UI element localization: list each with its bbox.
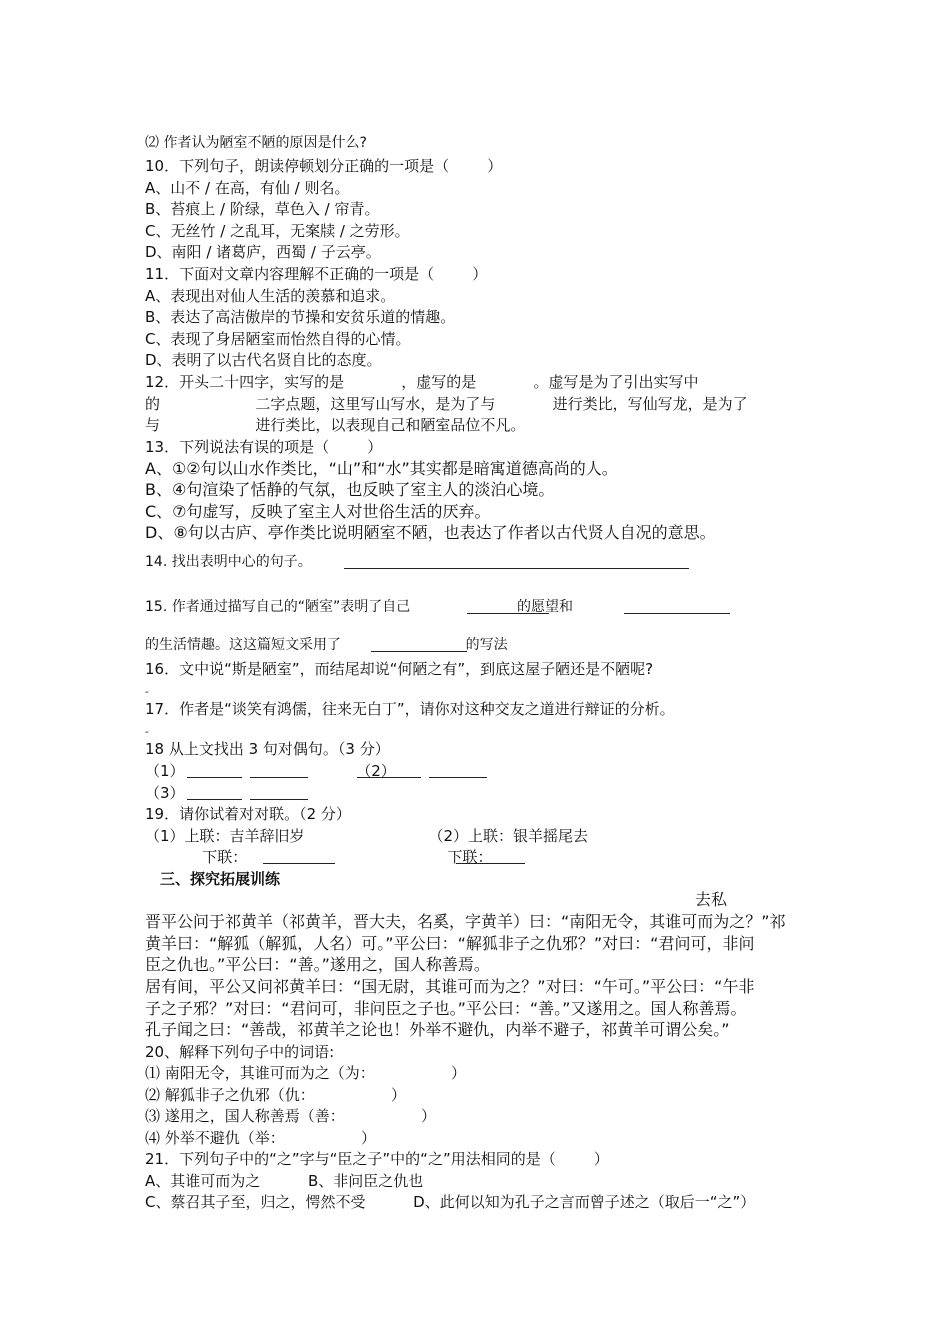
question-12-line-3: 与 进行类比，以表现自己和陋室品位不凡。 [145,416,526,434]
question-14: 14. 找出表明中心的句子。 [145,554,312,570]
question-18: 18 从上文找出 3 句对偶句。（3 分） [145,740,390,758]
question-10-option-c: C、无丝竹 / 之乱耳，无案牍 / 之劳形。 [145,222,410,240]
question-20-4: ⑷ 外举不避仇（举： ） [145,1129,377,1147]
question-21-options-cd: C、蔡召其子至，归之，愕然不受 D、此何以知为孔子之言而曾子述之（取后一“之”） [145,1193,756,1211]
question-11-option-b: B、表达了高洁傲岸的节操和安贫乐道的情趣。 [145,308,456,326]
question-11: 11．下面对文章内容理解不正确的一项是（ ） [145,265,488,283]
question-19-lower: 下联： 下联： [145,848,493,866]
question-20-3: ⑶ 遂用之，国人称善焉（善： ） [145,1107,437,1125]
answer-line-19-2 [456,863,525,864]
answer-line-18-3b [250,799,308,800]
question-19: 19．请你试着对对联。（2 分） [145,805,351,823]
question-13-option-b: B、④句渲染了恬静的气氛，也反映了室主人的淡泊心境。 [145,480,555,499]
answer-line-18-1a [187,777,242,778]
question-20-1: ⑴ 南阳无令，其谁可而为之（为： ） [145,1064,467,1082]
passage-line-5: 子之子邪？”对曰：“君问可，非问臣之子也。”平公曰：“善。”又遂用之。国人称善焉。 [145,999,747,1018]
divider-dot: - [145,687,149,698]
section-3-heading: 三、探究拓展训练 [160,870,281,888]
passage-line-2: 黄羊曰：“解狐（解狐，人名）可。”平公曰：“解狐非子之仇邪？”对曰：“君问可，非问 [145,934,755,953]
question-11-option-a: A、表现出对仙人生活的羡慕和追求。 [145,287,396,305]
answer-line-15-c [371,651,467,652]
answer-line-19-1 [263,863,335,864]
question-11-option-d: D、表明了以古代名贤自比的态度。 [145,351,382,369]
question-18-row-3: （3） [145,784,185,802]
passage-line-3: 臣之仇也。”平公曰：“善。”遂用之，国人称善焉。 [145,955,490,974]
answer-line-15-b [624,613,730,614]
question-16: 16．文中说“斯是陋室”，而结尾却说“何陋之有”，到底这屋子陋还是不陋呢? [145,660,654,678]
question-21-options-ab: A、其谁可而为之 B、非问臣之仇也 [145,1172,424,1190]
answer-line-18-1b [250,777,308,778]
question-21: 21．下列句子中的“之”字与“臣之子”中的“之”用法相同的是（ ） [145,1150,609,1168]
answer-line-18-3a [187,799,242,800]
question-19-upper: （1）上联：吉羊辞旧岁 （2）上联：银羊摇尾去 [145,827,589,845]
divider-dot: - [145,727,149,738]
question-13: 13．下列说法有误的项是（ ） [145,438,383,456]
question-13-option-c: C、⑦句虚写，反映了室主人对世俗生活的厌弃。 [145,502,491,521]
question-10-option-b: B、苔痕上 / 阶绿，草色入 / 帘青。 [145,200,380,218]
passage-title: 去私 [695,890,728,909]
question-10: 10．下列句子，朗读停顿划分正确的一项是（ ） [145,157,503,175]
answer-line-18-2a [357,777,421,778]
question-17: 17．作者是“谈笑有鸿儒，往来无白丁”，请你对这种交友之道进行辩证的分析。 [145,700,675,718]
question-18-row-1: （1） （2） [145,762,396,780]
question-13-option-d: D、⑧句以古庐、亭作类比说明陋室不陋，也表达了作者以古代贤人自况的意思。 [145,523,716,542]
question-9-2: ⑵ 作者认为陋室不陋的原因是什么? [145,135,367,151]
question-20-2: ⑵ 解狐非子之仇邪（仇： ） [145,1086,407,1104]
passage-line-1: 晋平公问于祁黄羊（祁黄羊，晋大夫，名奚，字黄羊）曰：“南阳无令，其谁可而为之？”祁 [145,912,786,931]
answer-line-18-2b [429,777,487,778]
answer-line-15-a [467,613,549,614]
question-20: 20、解释下列句子中的词语: [145,1043,335,1061]
question-12-line-2: 的 二字点题，这里写山写水，是为了与 进行类比，写仙写龙，是为了 [145,395,748,413]
question-10-option-a: A、山不 / 在高，有仙 / 则名。 [145,179,350,197]
passage-line-4: 居有间，平公又问祁黄羊曰：“国无尉，其谁可而为之？”对曰：“午可。”平公曰：“午非 [145,977,755,996]
answer-line-14 [344,568,689,569]
question-15-line-2: 的生活情趣。这这篇短文采用了 的写法 [145,637,508,653]
passage-line-6: 孔子闻之曰：“善哉，祁黄羊之论也！外举不避仇，内举不避子，祁黄羊可谓公矣。” [145,1020,730,1039]
question-12-line-1: 12．开头二十四字，实写的是 ，虚写的是 。虚写是为了引出实写中 [145,373,699,391]
question-13-option-a: A、①②句以山水作类比，“山”和“水”其实都是暗寓道德高尚的人。 [145,459,618,478]
question-11-option-c: C、表现了身居陋室而怡然自得的心情。 [145,330,411,348]
question-15-line-1: 15. 作者通过描写自己的“陋室”表明了自己 的愿望和 [145,599,574,615]
question-10-option-d: D、南阳 / 诸葛庐，西蜀 / 子云亭。 [145,243,381,261]
